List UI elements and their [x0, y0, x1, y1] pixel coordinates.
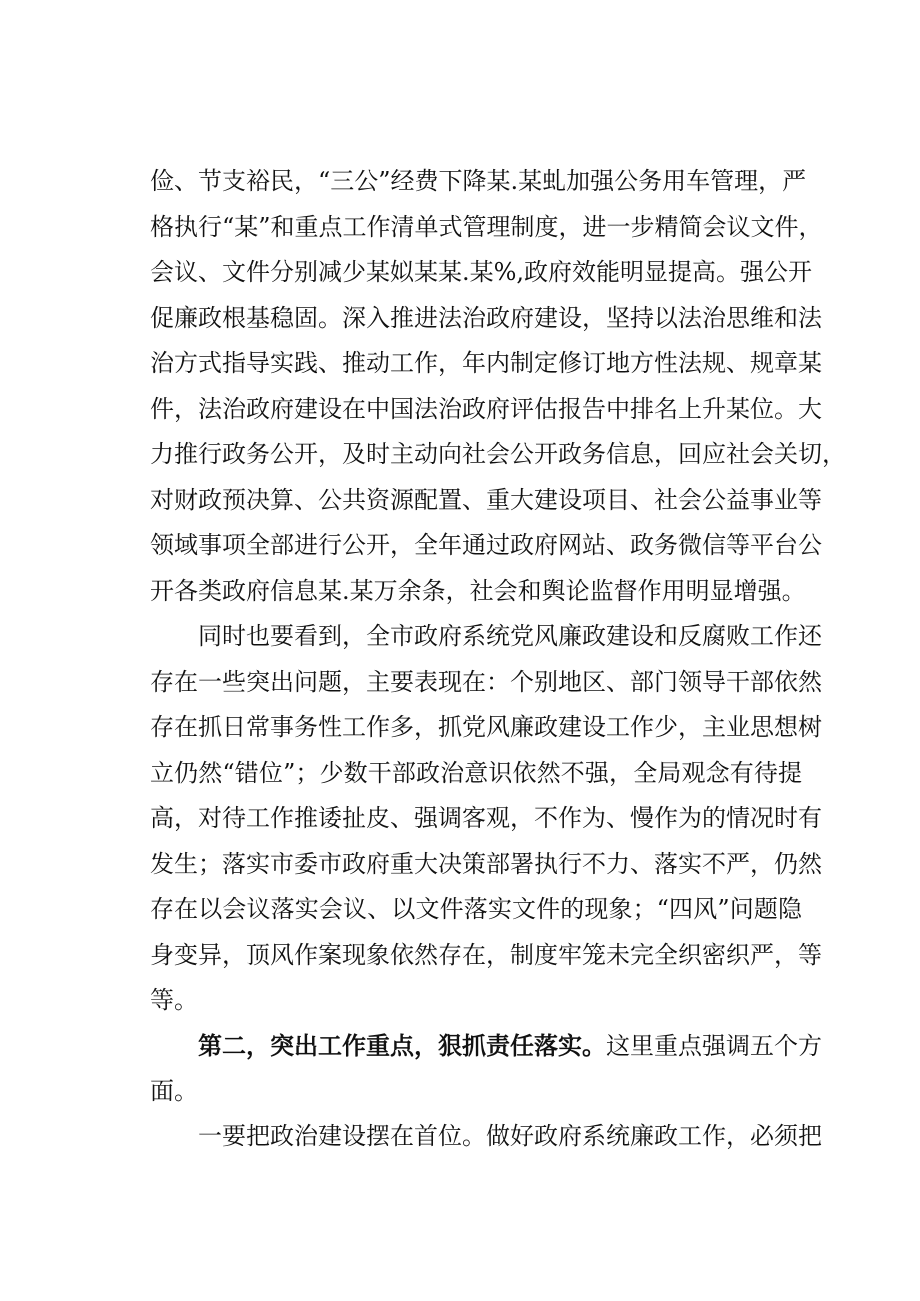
paragraph-4	[150, 1114, 822, 1160]
paragraph-1	[150, 159, 846, 614]
text-line: 治方式指导实践、推动工作，年内制定修订地方性法规、规章某	[150, 349, 822, 377]
text-line: 一要把政治建设摆在首位。做好政府系统廉政工作，必须把	[198, 1122, 822, 1150]
text-line: 等。	[150, 986, 198, 1014]
text-line: 力推行政务公开，及时主动向社会公开政务信息，回应社会关切，	[150, 440, 846, 468]
text-line: 格执行“某”和重点工作清单式管理制度，进一步精简会议文件，	[150, 212, 823, 241]
text-line: 开各类政府信息某.某万余条，社会和舆论监督作用明显增强。	[150, 576, 806, 605]
text-line: 发生；落实市委市政府重大决策部署执行不力、落实不严，仍然	[150, 849, 822, 878]
text-line: 促廉政根基稳固。深入推进法治政府建设，坚持以法治思维和法	[150, 303, 822, 332]
text-line: 会议、文件分别减少某姒某某.某%,政府效能明显提高。强公开	[150, 258, 813, 286]
text-line: 件，法治政府建设在中国法治政府评估报告中排名上升某位。大	[150, 394, 822, 423]
text-line: 俭、节支裕民，“三公”经费下降某.某虬加强公务用车管理，严	[150, 167, 807, 195]
text-line: 面。	[150, 1076, 198, 1105]
text-line: 对财政预决算、公共资源配置、重大建设项目、社会公益事业等	[150, 485, 822, 514]
text-line: 存在以会议落实会议、以文件落实文件的现象；“四风”问题隐	[150, 895, 802, 923]
paragraph-3	[150, 1023, 822, 1114]
text-line: 高，对待工作推诿扯皮、强调客观，不作为、慢作为的情况时有	[150, 804, 822, 832]
section-heading: 第二，突出工作重点，狠抓责任落实。	[198, 1031, 606, 1060]
heading-rest-text: 这里重点强调五个方	[606, 1032, 822, 1060]
paragraph-2	[150, 614, 822, 1024]
text-line: 存在抓日常事务性工作多，抓党风廉政建设工作少，主业思想树	[150, 713, 822, 741]
text-line: 立仍然“错位”；少数干部政治意识依然不强，全局观念有待提	[150, 758, 802, 787]
text-line: 领域事项全部进行公开，全年通过政府网站、政务微信等平台公	[150, 531, 822, 559]
text-line: 身变异，顶风作案现象依然存在，制度牢笼未完全织密织严，等	[150, 940, 822, 969]
text-line: 存在一些突出问题，主要表现在：个别地区、部门领导干部依然	[150, 667, 822, 696]
text-line	[150, 1023, 822, 1069]
text-line: 同时也要看到，全市政府系统党风廉政建设和反腐败工作还	[198, 622, 822, 650]
